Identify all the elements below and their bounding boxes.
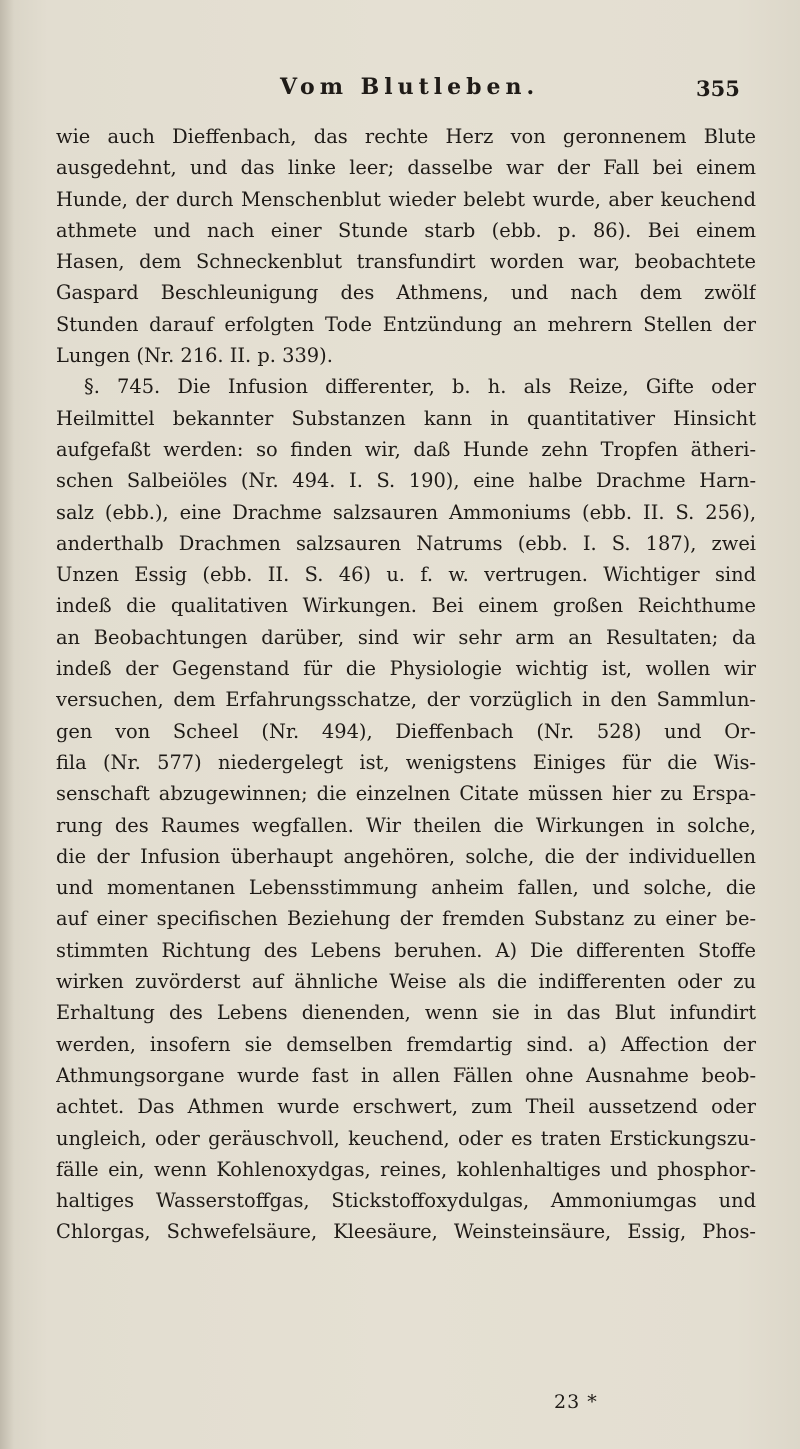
text-line: Heilmittel bekannter Substanzen kann in quantitativer Hinsicht xyxy=(56,406,756,430)
text-line: Gaspard Beschleunigung des Athmens, und nach dem zwölf xyxy=(56,281,756,305)
text-line: senschaft abzugewinnen; die einzelnen Citate müssen hier zu Erspa- xyxy=(56,782,756,806)
text-line: werden, insofern sie demselben fremdartig sind. a) Affection der xyxy=(56,1032,756,1056)
text-line: Hasen, dem Schneckenblut transfundirt worden war, beobachtete xyxy=(56,250,756,274)
text-line: rung des Raumes wegfallen. Wir theilen die Wirkungen in solche, xyxy=(56,813,756,837)
text-line: Athmungsorgane wurde fast in allen Fällen ohne Ausnahme beob- xyxy=(56,1063,756,1087)
text-line: aufgefaßt werden: so finden wir, daß Hunde zehn Tropfen ätheri- xyxy=(56,437,756,461)
text-line: versuchen, dem Erfahrungsschatze, der vorzüglich in den Sammlun- xyxy=(56,688,756,712)
page-header xyxy=(0,74,800,108)
text-line: die der Infusion überhaupt angehören, solche, die der individuellen xyxy=(56,844,756,868)
text-line: ausgedehnt, und das linke leer; dasselbe war der Fall bei einem xyxy=(56,156,756,180)
text-line: ungleich, oder geräuschvoll, keuchend, oder es traten Erstickungszu- xyxy=(56,1126,756,1150)
page-number: 355 xyxy=(696,76,740,101)
text-line: auf einer specifischen Beziehung der fremden Substanz zu einer be- xyxy=(56,907,756,931)
text-line: schen Salbeiöles (Nr. 494. I. S. 190), eine halbe Drachme Harn- xyxy=(56,469,756,493)
text-line: salz (ebb.), eine Drachme salzsauren Ammoniums (ebb. II. S. 256), xyxy=(56,500,756,524)
text-line: gen von Scheel (Nr. 494), Dieffenbach (Nr. 528) und Or- xyxy=(56,719,756,743)
text-line: Erhaltung des Lebens dienenden, wenn sie in das Blut infundirt xyxy=(56,1001,756,1025)
text-line: Chlorgas, Schwefelsäure, Kleesäure, Weinsteinsäure, Essig, Phos- xyxy=(56,1220,756,1244)
text-line: und momentanen Lebensstimmung anheim fallen, und solche, die xyxy=(56,876,756,900)
text-line: Lungen (Nr. 216. II. p. 339). xyxy=(56,344,333,368)
body-text xyxy=(56,121,756,1248)
section-heading-line: §. 745. Die Infusion differenter, b. h. als Reize, Gifte oder xyxy=(84,375,756,399)
text-line: wie auch Dieffenbach, das rechte Herz von geronnenem Blute xyxy=(56,125,756,148)
running-title: Vom Blutleben. xyxy=(280,74,540,100)
text-line: Hunde, der durch Menschenblut wieder belebt wurde, aber keuchend xyxy=(56,187,756,211)
binding-shadow xyxy=(0,0,14,1449)
text-line: Stunden darauf erfolgten Tode Entzündung an mehrern Stellen der xyxy=(56,312,756,336)
text-line: indeß der Gegenstand für die Physiologie wichtig ist, wollen wir xyxy=(56,657,756,681)
text-line: fälle ein, wenn Kohlenoxydgas, reines, kohlenhaltiges und phosphor- xyxy=(56,1157,756,1181)
text-line: athmete und nach einer Stunde starb (ebb. p. 86). Bei einem xyxy=(56,218,756,242)
text-line: achtet. Das Athmen wurde erschwert, zum Theil aussetzend oder xyxy=(56,1095,756,1119)
text-line: stimmten Richtung des Lebens beruhen. A) Die differenten Stoffe xyxy=(56,938,756,962)
text-line: anderthalb Drachmen salzsauren Natrums (ebb. I. S. 187), zwei xyxy=(56,531,756,555)
text-line: fila (Nr. 577) niedergelegt ist, wenigstens Einiges für die Wis- xyxy=(56,750,756,774)
printer-signature-mark: 23 * xyxy=(554,1391,598,1413)
text-line: wirken zuvörderst auf ähnliche Weise als die indifferenten oder zu xyxy=(56,970,756,994)
text-line: haltiges Wasserstoffgas, Stickstoffoxydulgas, Ammoniumgas und xyxy=(56,1189,756,1213)
text-line: an Beobachtungen darüber, sind wir sehr arm an Resultaten; da xyxy=(56,625,756,649)
text-line: indeß die qualitativen Wirkungen. Bei einem großen Reichthume xyxy=(56,594,756,618)
text-line: Unzen Essig (ebb. II. S. 46) u. f. w. vertrugen. Wichtiger sind xyxy=(56,563,756,587)
